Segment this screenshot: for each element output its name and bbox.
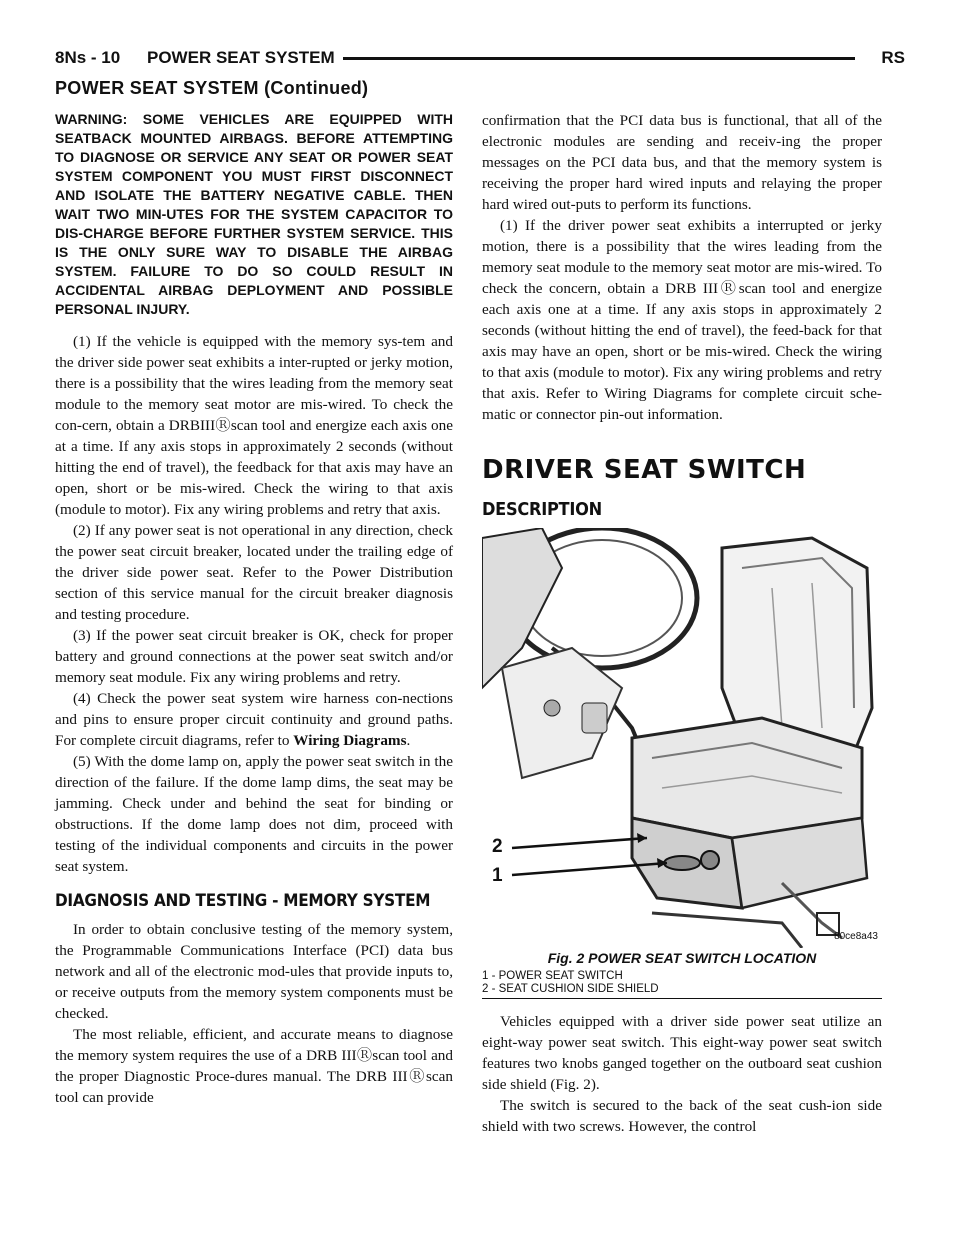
page-number: 8Ns - 10 [55, 48, 121, 67]
paragraph: (1) If the vehicle is equipped with the memory sys-tem and the driver side power seat exhibits a inter-rupted or jerky motion, there is a possibility that the wires leading from the memory seat module to the memory seat motor are mis-wired. To check the con-cern, obtain a DRBIIIⓇscan tool and energize each axis one at a time. If any axis stops in approximately 2 seconds (without hitting the end of travel), the feedback for that axis may have an open, short or be mis-wired. Check the wiring to that axis (module to motor). Fix any wiring problems and retry that axis. [55, 333, 453, 518]
airbag-warning: WARNING: SOME VEHICLES ARE EQUIPPED WITH SEATBACK MOUNTED AIRBAGS. BEFORE ATTEMPTING TO DIAGNOSE OR SERVICE ANY SEAT OR POWER SEAT SYSTEM COMPONENT YOU MUST FIRST DISCONNECT AND ISOLATE THE BATTERY NEGATIVE CABLE. THEN WAIT TWO MIN-UTES FOR THE SYSTEM CAPACITOR TO DIS-CHARGE BEFORE FURTHER SYSTEM SERVICE. THIS IS THE ONLY SURE WAY TO DISABLE THE AIRBAG SYSTEM. FAILURE TO DO SO COULD RESULT IN ACCIDENTAL AIRBAG DEPLOYMENT AND POSSIBLE PERSONAL INJURY. [55, 111, 453, 317]
legend-item: 2 - SEAT CUSHION SIDE SHIELD [482, 983, 659, 995]
legend-item: 1 - POWER SEAT SWITCH [482, 970, 623, 982]
paragraph: The most reliable, efficient, and accurate means to diagnose the memory system requires the use of a DRB IIIⓇscan tool and the proper Diagnostic Proce-dures manual. The DRB IIIⓇscan tool can provide [55, 1026, 453, 1106]
seat-illustration [482, 528, 882, 948]
running-title: POWER SEAT SYSTEM [147, 48, 335, 67]
paragraph: Vehicles equipped with a driver side power seat utilize an eight-way power seat switch. This eight-way power seat switch features two knobs ganged together on the outboard seat cushion side shield (Fig. 2). [482, 1013, 882, 1093]
section-heading: DRIVER SEAT SWITCH [482, 455, 807, 485]
model-code: RS [881, 48, 905, 67]
wiring-diagrams-reference: Wiring Diagrams [293, 732, 407, 749]
image-code: 80ce8a43 [834, 931, 878, 942]
figure-power-seat-switch [482, 528, 882, 948]
paragraph: (3) If the power seat circuit breaker is OK, check for proper battery and ground connections at the power seat switch and/or memory seat module. Fix any wiring problems and retry. [55, 627, 453, 686]
section-subheading: DESCRIPTION [482, 499, 602, 520]
header-rule [343, 57, 855, 60]
figure-caption: Fig. 2 POWER SEAT SWITCH LOCATION [547, 950, 817, 966]
paragraph: confirmation that the PCI data bus is functional, that all of the electronic modules are sending and receiv-ing the proper messages on the PCI data bus, and that the memory system is receiving the proper hard wired inputs and relaying the proper hard wired out-puts to perform its functions. [482, 112, 882, 213]
paragraph-text: . [406, 732, 411, 749]
callout-2: 2 [492, 836, 503, 857]
right-column [482, 110, 882, 1137]
left-column [55, 110, 453, 1108]
section-subheading: DIAGNOSIS AND TESTING - MEMORY SYSTEM [55, 891, 431, 911]
page-header [55, 48, 905, 72]
paragraph: (5) With the dome lamp on, apply the power seat switch in the direction of the failure. If the dome lamp dims, the seat may be jamming. Check under and behind the seat for binding or obstructions. If the dome lamp does not dim, proceed with testing of the individual components and circuits in the power seat system. [55, 753, 453, 875]
continued-title: POWER SEAT SYSTEM (Continued) [55, 78, 369, 98]
paragraph: (1) If the driver power seat exhibits a interrupted or jerky motion, there is a possibility that the wires leading from the memory seat module to the memory seat motor are mis-wired. To check the concern, obtain a DRB IIIⓇscan tool and energize each axis one at a time. If any axis stops in approximately 2 seconds (without hitting the end of travel), the feed-back for that axis may have an open, short or be mis-wired. Check the wiring to that axis (module to motor). Fix any wiring problems and retry that axis. Refer to Wiring Diagrams for complete circuit sche-matic or connector pin-out information. [482, 217, 882, 423]
paragraph: The switch is secured to the back of the seat cush-ion side shield with two screws. However, the control [482, 1097, 882, 1135]
paragraph [55, 688, 453, 751]
callout-1: 1 [492, 865, 503, 886]
paragraph: In order to obtain conclusive testing of the memory system, the Programmable Communications Interface (PCI) data bus network and all of the electronic mod-ules that provide inputs to, or receive outputs from the memory system components must be checked. [55, 921, 453, 1022]
figure-legend [482, 970, 882, 999]
paragraph: (2) If any power seat is not operational in any direction, check the power seat circuit breaker, located under the trailing edge of the driver side power seat. Refer to the Power Distribution section of this service manual for the circuit breaker diagnosis and testing procedure. [55, 522, 453, 623]
paragraph-text: (4) Check the power seat system wire harness con-nections and pins to ensure proper circuit continuity and ground paths. For complete circuit diagrams, refer to [55, 690, 453, 749]
